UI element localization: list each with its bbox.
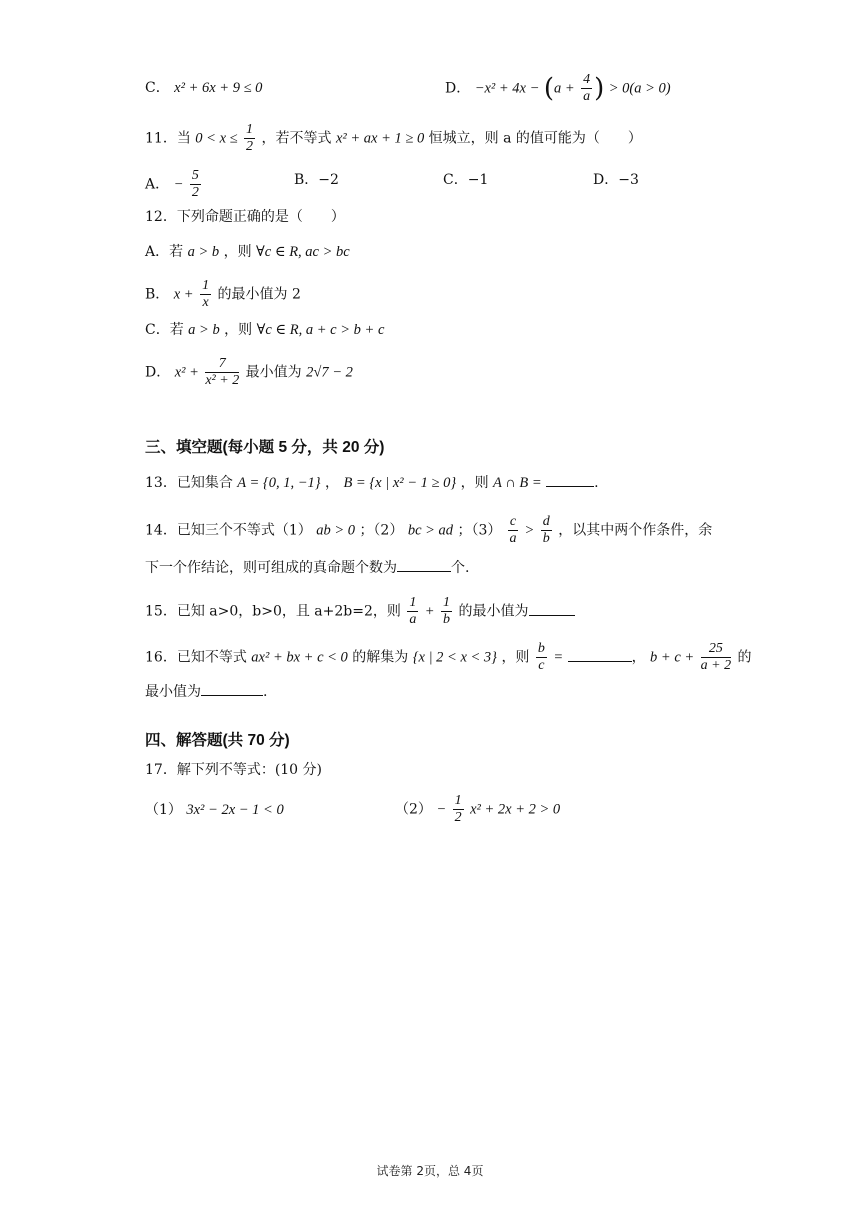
answer-blank[interactable] <box>546 472 594 487</box>
math-expression: B = {x | x² − 1 ≥ 0} <box>343 475 457 491</box>
q10-option-c <box>145 78 262 98</box>
question-text: . <box>263 684 268 700</box>
question-text: 11．当 <box>145 130 191 147</box>
q11-option-b: B．−2 <box>294 172 339 188</box>
question-15 <box>145 595 575 628</box>
question-text: 最小值为 <box>245 364 302 381</box>
fraction: $\frac{c}{a}$ <box>509 514 517 546</box>
fraction: $\frac{b}{c}$ <box>537 641 545 673</box>
fraction: $\frac{7}{\text{x² + 2}}$ <box>205 356 240 388</box>
question-text: ，若不等式 <box>261 130 332 147</box>
fraction: $\frac{1}{2}$ <box>246 122 254 154</box>
option-label: A． <box>145 176 170 193</box>
q12-option-c <box>145 320 384 340</box>
section-4-heading: 四、解答题(共 70 分) <box>145 732 290 749</box>
question-text: ；（2） <box>359 522 404 539</box>
question-16-line-1 <box>145 641 752 674</box>
math-expression: {x | 2 < x < 3} <box>412 649 497 666</box>
math-expression: bc > ad <box>407 522 454 539</box>
math-expression: −x² + 4x − <box>474 80 540 97</box>
question-14-line-2 <box>145 557 469 578</box>
question-text: 的解集为 <box>352 649 409 666</box>
section-3-heading: 三、填空题(每小题 5 分，共 20 分) <box>145 439 385 456</box>
question-text: 个. <box>451 560 470 576</box>
question-text: ， <box>325 475 339 491</box>
question-text: 恒城立，则 a 的值可能为（ ） <box>428 130 642 147</box>
question-text: ，则 <box>224 322 253 338</box>
math-expression: x² + <box>174 364 199 381</box>
question-text: 14．已知三个不等式（1） <box>145 522 312 539</box>
q10-option-d: D． −x² + 4x − (a + $\frac{4}{a}$ ) > 0(a > 0) <box>445 72 671 104</box>
math-expression: > 0(a > 0) <box>608 80 671 97</box>
math-expression: = <box>553 649 564 666</box>
fraction: $\frac{5}{2}$ <box>191 168 199 200</box>
math-expression: a + <box>554 80 575 97</box>
question-11-stem <box>145 122 642 155</box>
fraction: $\frac{1}{b}$ <box>443 595 451 627</box>
math-expression: x² + ax + 1 ≥ 0 <box>335 130 425 147</box>
fraction: $\frac{1}{a}$ <box>409 595 417 627</box>
math-expression: ab > 0 <box>316 522 355 539</box>
question-12-stem: 12．下列命题正确的是（ ） <box>145 209 345 225</box>
fraction: $\frac{d}{b}$ <box>542 514 550 546</box>
math-expression: ax² + bx + c < 0 <box>251 649 348 666</box>
part-label: （1） <box>145 802 182 818</box>
math-expression: b + c + <box>650 649 695 666</box>
question-text: ，则 <box>501 649 530 666</box>
answer-blank[interactable] <box>201 681 263 696</box>
question-17-stem: 17．解下列不等式：(10 分) <box>145 762 323 778</box>
option-label: B． <box>145 286 170 303</box>
question-text: 的 <box>737 649 752 666</box>
option-label: C． <box>145 80 170 96</box>
question-text: 下一个作结论，则可组成的真命题个数为 <box>145 560 397 576</box>
question-text: 的最小值为 <box>458 603 529 620</box>
question-text: 16．已知不等式 <box>145 649 247 666</box>
question-text: 的最小值为 2 <box>217 286 301 303</box>
question-text: ， <box>631 649 646 666</box>
question-text: ，则 <box>223 244 252 260</box>
math-expression: ∀c ∈ R, ac > bc <box>256 244 350 260</box>
math-expression: 2√7 − 2 <box>306 364 353 381</box>
math-expression: + <box>424 603 435 620</box>
question-16-line-2 <box>145 681 267 702</box>
math-expression: A ∩ B = <box>493 475 542 491</box>
answer-blank[interactable] <box>529 601 575 616</box>
math-expression: x + <box>173 286 194 303</box>
page-footer: 试卷第 2页，总 4页 <box>376 1164 484 1178</box>
math-expression: A = {0, 1, −1} <box>237 475 321 491</box>
option-label: C．若 <box>145 322 184 338</box>
q12-option-a <box>145 242 350 262</box>
option-label: D． <box>445 80 471 97</box>
math-expression: a > b <box>188 322 220 338</box>
math-expression: x² + 6x + 9 ≤ 0 <box>174 80 263 96</box>
answer-blank[interactable] <box>568 647 632 662</box>
fraction: $\frac{1}{x}$ <box>202 278 210 310</box>
math-expression: a > b <box>187 244 220 260</box>
math-expression: 0 < x ≤ <box>195 130 238 147</box>
fraction: $\frac{25}{a + 2}$ <box>700 641 732 673</box>
q17-part-1 <box>145 800 284 820</box>
math-expression: 3x² − 2x − 1 < 0 <box>186 802 284 818</box>
question-text: 最小值为 <box>145 684 201 700</box>
q17-part-2 <box>395 793 560 826</box>
question-text: 13．已知集合 <box>145 475 233 491</box>
q11-option-a <box>145 168 203 201</box>
question-14-line-1 <box>145 514 712 547</box>
question-text: ，则 <box>460 475 489 491</box>
option-label: A．若 <box>145 244 184 260</box>
option-label: D． <box>145 364 171 381</box>
math-expression: ∀c ∈ R, a + c > b + c <box>256 322 385 338</box>
question-13 <box>145 472 599 493</box>
question-text: . <box>594 475 599 491</box>
q12-option-b <box>145 278 301 311</box>
part-label: （2） <box>395 801 432 818</box>
q11-option-c: C．−1 <box>443 172 489 188</box>
math-expression: > <box>524 522 535 539</box>
answer-blank[interactable] <box>397 557 451 572</box>
math-expression: x² + 2x + 2 > 0 <box>470 801 561 818</box>
fraction: $\frac{1}{2}$ <box>454 793 462 825</box>
math-expression: − <box>173 176 184 193</box>
question-text: ；（3） <box>457 522 502 539</box>
fraction: $\frac{4}{a}$ <box>583 72 591 104</box>
q11-option-d: D．−3 <box>593 172 639 188</box>
q12-option-d <box>145 356 353 389</box>
question-text: ，以其中两个作条件，余 <box>558 522 713 539</box>
question-text: 15．已知 a>0，b>0，且 a+2b=2，则 <box>145 603 401 620</box>
math-expression: − <box>436 801 447 818</box>
